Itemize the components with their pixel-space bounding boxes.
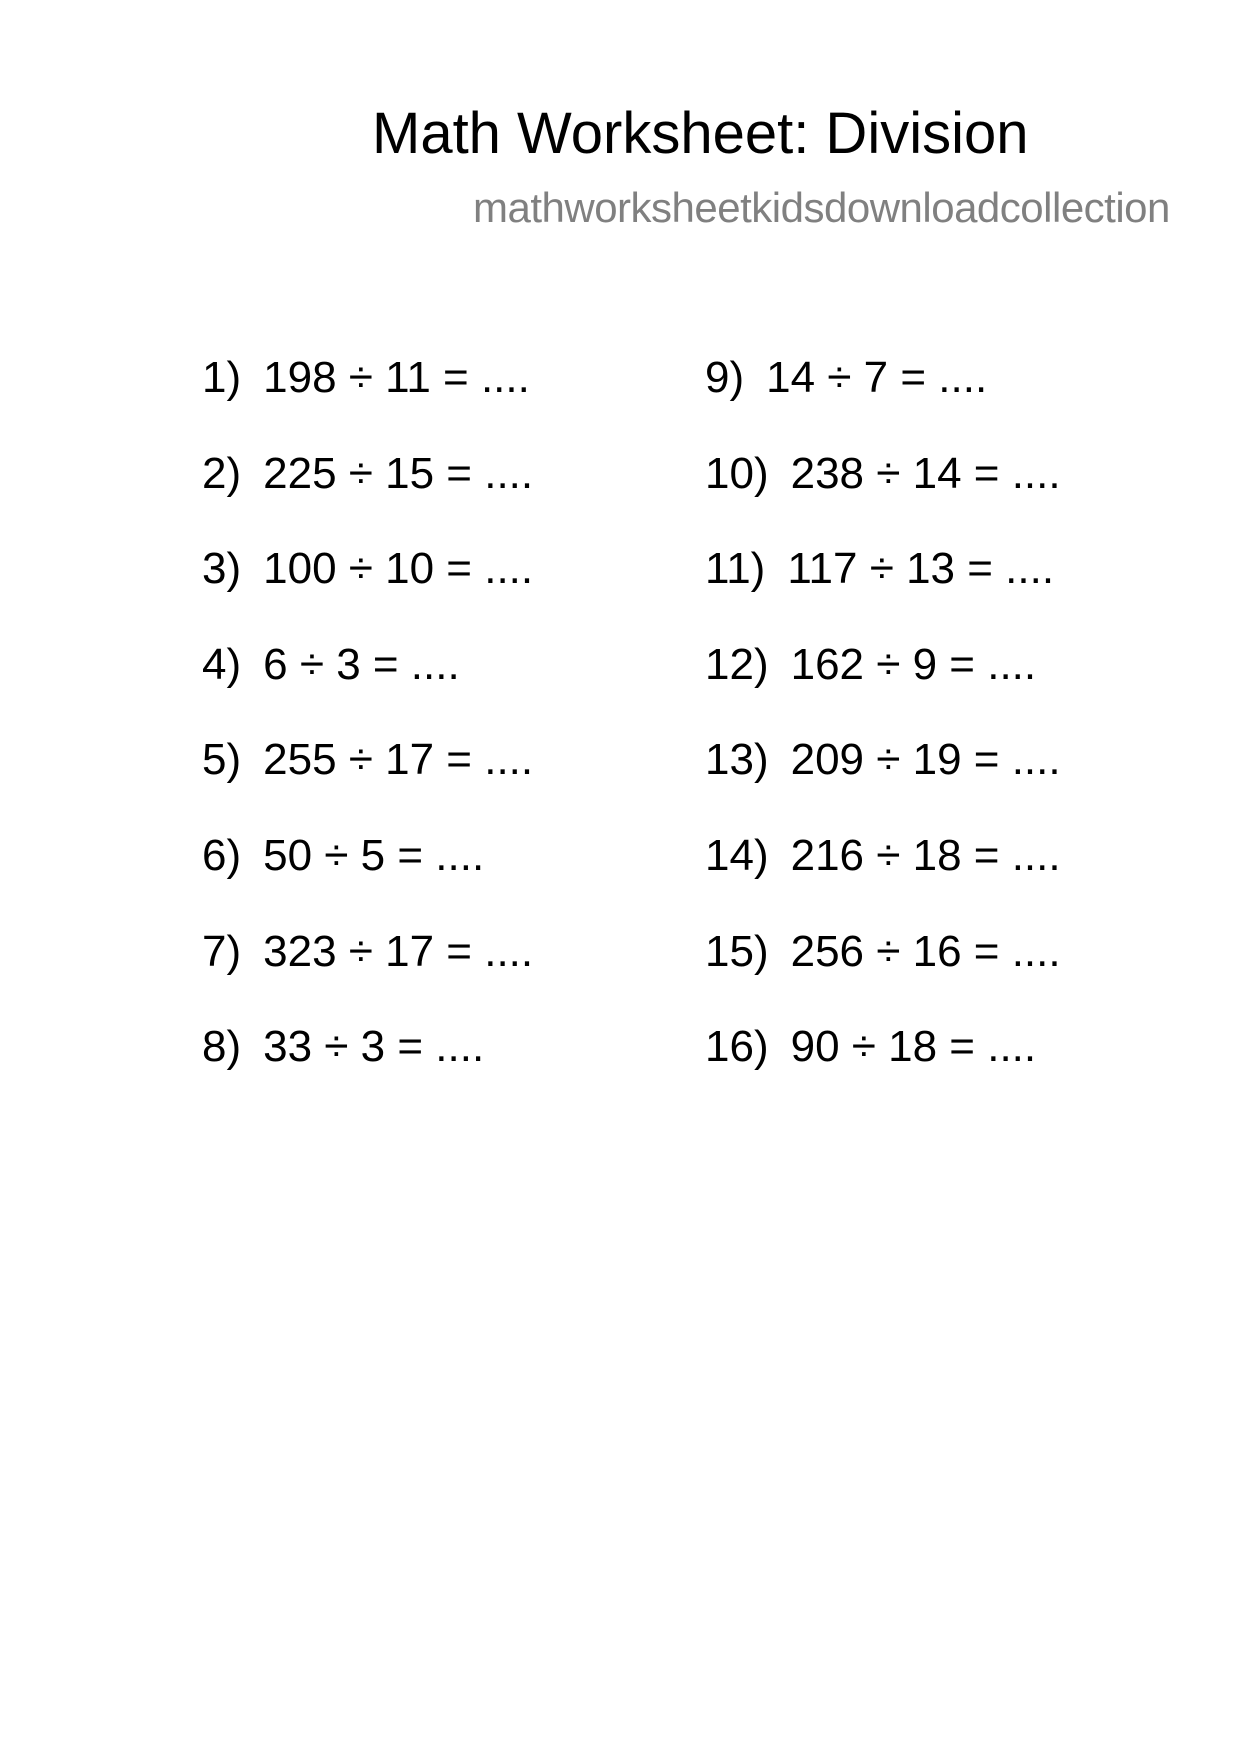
problem-number: 12) xyxy=(705,639,769,689)
problem-number: 2) xyxy=(202,448,242,498)
problem-expression: 216 ÷ 18 = .... xyxy=(790,830,1061,880)
problem-item xyxy=(202,352,533,448)
problem-number: 15) xyxy=(705,926,769,976)
problem-expression: 162 ÷ 9 = .... xyxy=(790,639,1037,689)
problem-number: 6) xyxy=(202,830,242,880)
problem-expression: 117 ÷ 13 = .... xyxy=(787,544,1055,594)
problem-expression: 238 ÷ 14 = .... xyxy=(790,448,1061,498)
problem-number: 7) xyxy=(202,926,242,976)
problem-number: 3) xyxy=(202,544,242,594)
problem-expression: 100 ÷ 10 = .... xyxy=(263,544,534,594)
problem-item xyxy=(705,830,1061,926)
problem-item xyxy=(705,448,1061,544)
problem-expression: 90 ÷ 18 = .... xyxy=(790,1022,1037,1072)
problem-item xyxy=(705,734,1061,830)
problems-right-column xyxy=(705,352,1061,1117)
problem-expression: 255 ÷ 17 = .... xyxy=(263,735,534,785)
problem-item xyxy=(202,830,533,926)
problem-number: 14) xyxy=(705,830,769,880)
problem-item xyxy=(705,639,1061,735)
problem-item xyxy=(202,1021,533,1117)
problem-number: 5) xyxy=(202,735,242,785)
problem-expression: 225 ÷ 15 = .... xyxy=(263,448,534,498)
page-subtitle: mathworksheetkidsdownloadcollection xyxy=(473,184,1170,231)
problem-expression: 50 ÷ 5 = .... xyxy=(263,830,485,880)
problem-number: 10) xyxy=(705,448,769,498)
problem-item xyxy=(202,543,533,639)
problem-expression: 198 ÷ 11 = .... xyxy=(263,353,530,402)
problem-item xyxy=(202,639,533,735)
problem-item xyxy=(705,1021,1061,1117)
problem-item xyxy=(202,448,533,544)
problem-number: 11) xyxy=(705,544,766,594)
problem-item xyxy=(705,352,1061,448)
problem-number: 8) xyxy=(202,1022,242,1072)
page-title: Math Worksheet: Division xyxy=(372,101,1029,166)
problem-expression: 209 ÷ 19 = .... xyxy=(790,735,1061,785)
problem-expression: 6 ÷ 3 = .... xyxy=(263,639,460,689)
problem-item xyxy=(705,926,1061,1022)
problem-number: 4) xyxy=(202,639,242,689)
problem-number: 13) xyxy=(705,735,769,785)
problem-item xyxy=(705,543,1061,639)
problem-expression: 33 ÷ 3 = .... xyxy=(263,1022,485,1072)
problem-item xyxy=(202,734,533,830)
problem-expression: 256 ÷ 16 = .... xyxy=(790,926,1061,976)
problem-number: 1) xyxy=(202,353,242,402)
problem-number: 16) xyxy=(705,1022,769,1072)
problem-item xyxy=(202,926,533,1022)
problem-expression: 14 ÷ 7 = .... xyxy=(766,353,988,402)
problem-expression: 323 ÷ 17 = .... xyxy=(263,926,534,976)
problems-left-column xyxy=(202,352,533,1117)
problem-number: 9) xyxy=(705,353,745,402)
